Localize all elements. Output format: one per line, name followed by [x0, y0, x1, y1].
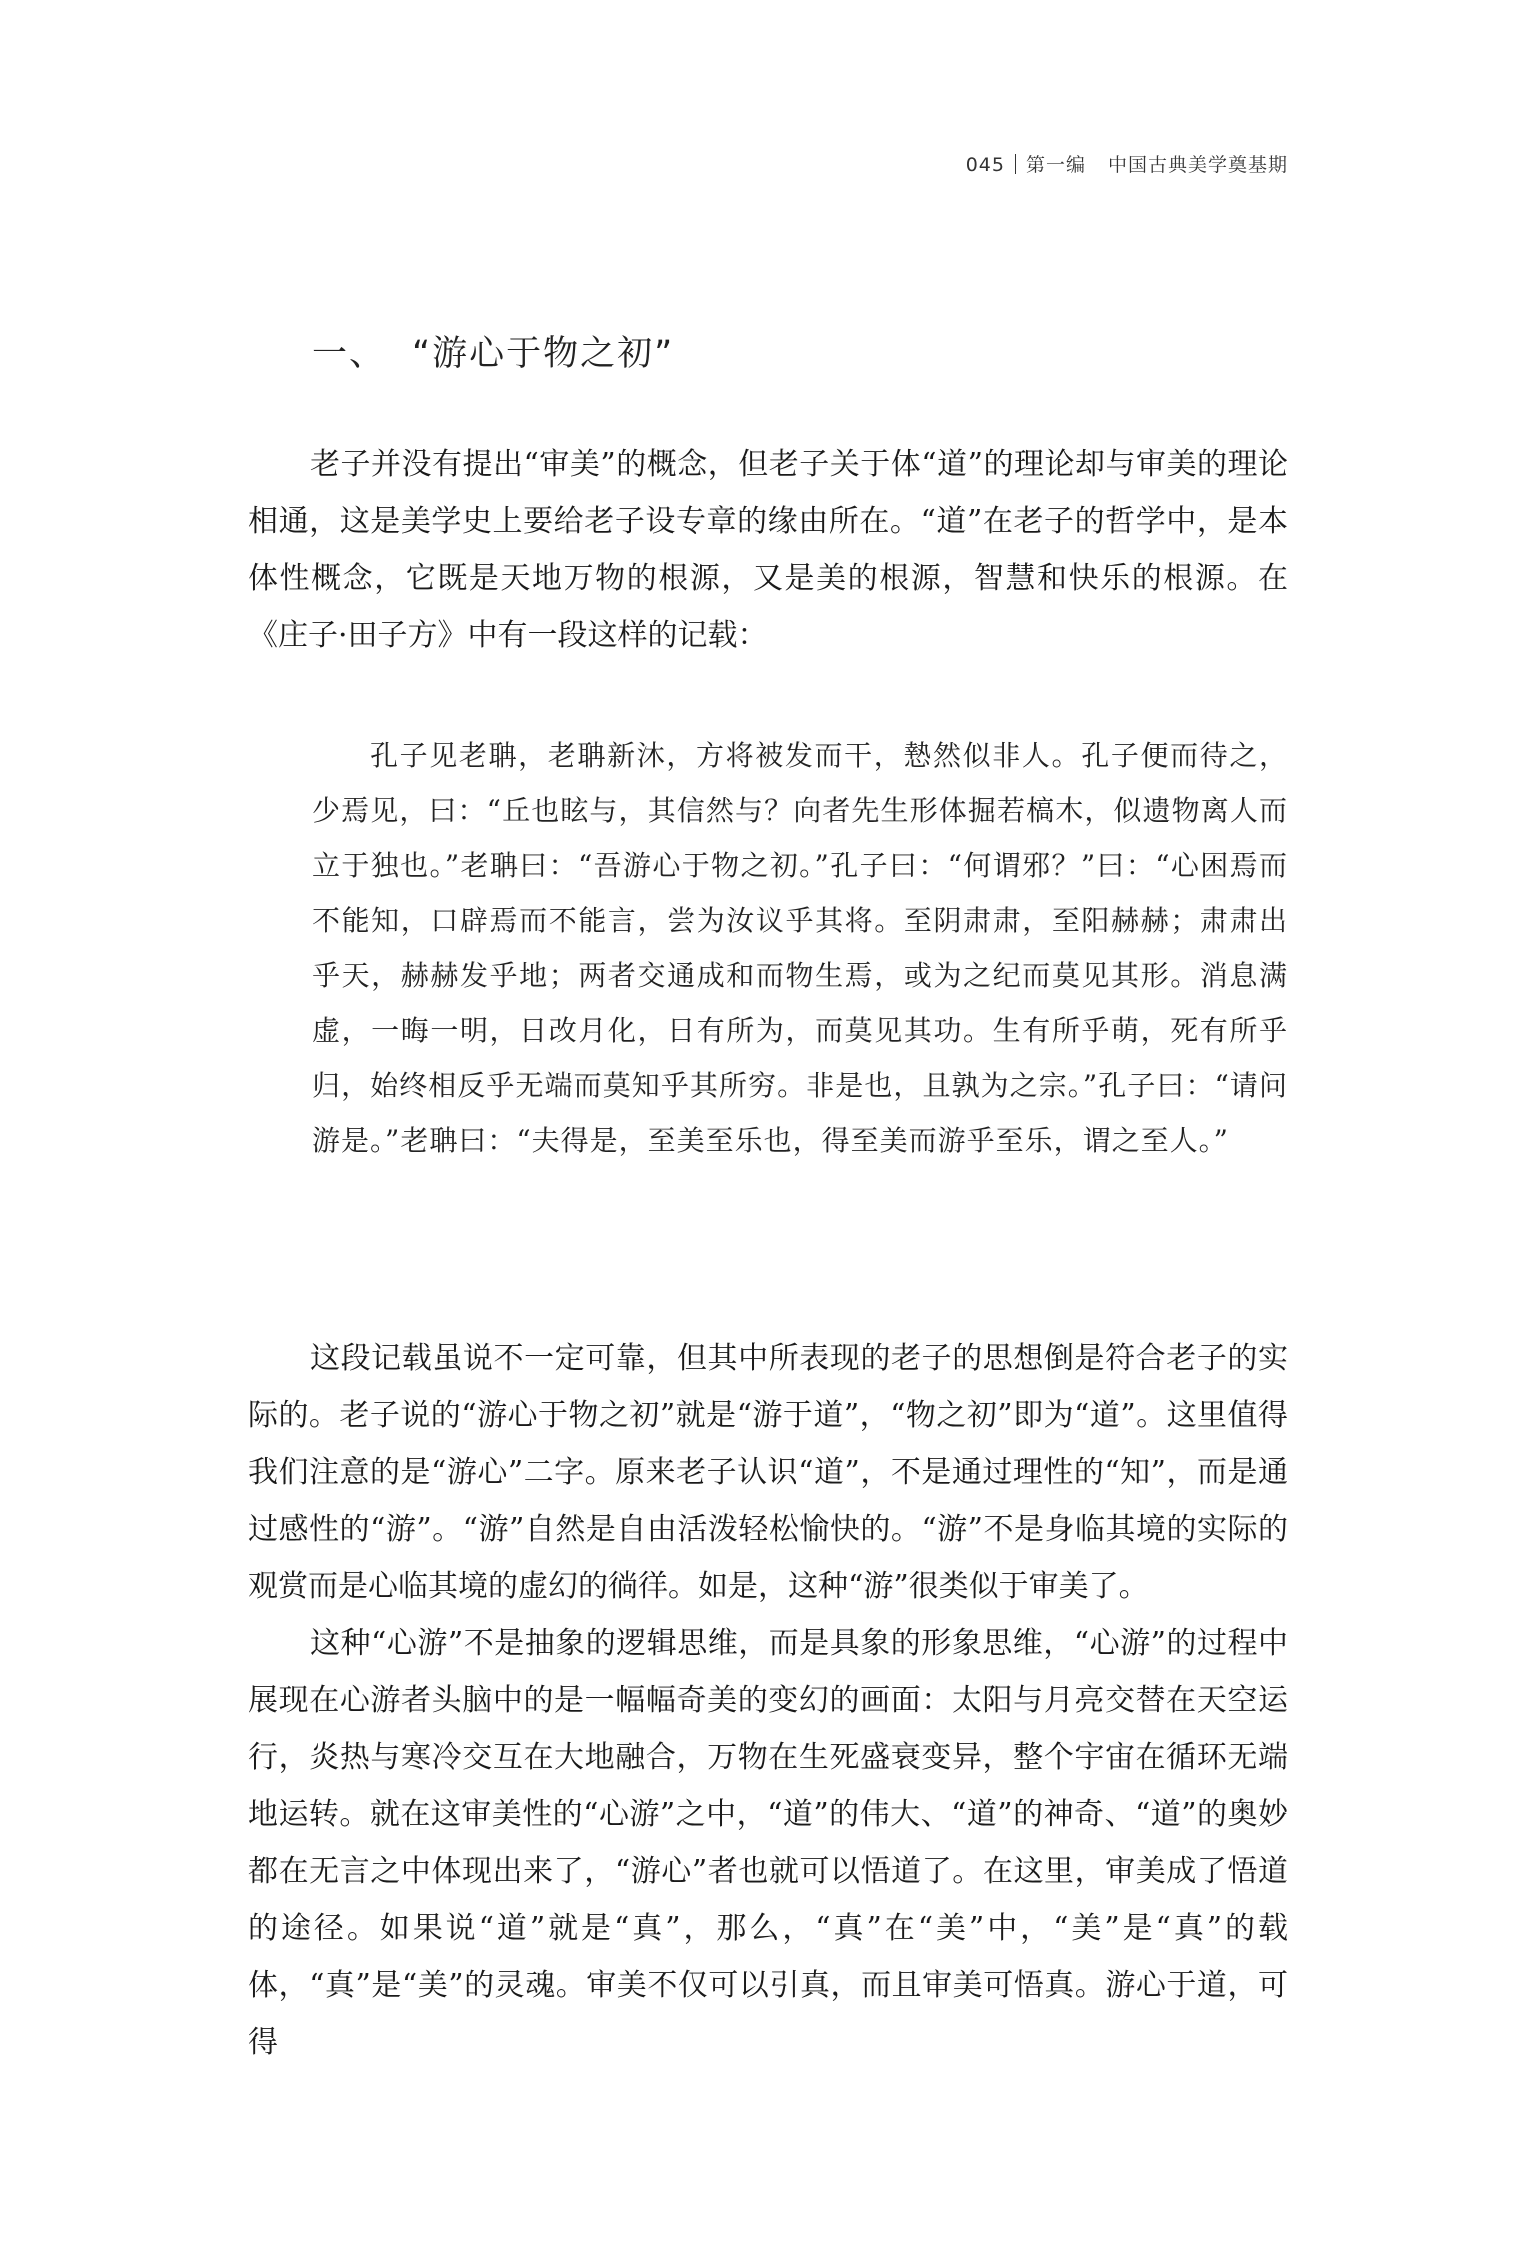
paragraph: 老子并没有提出“审美”的概念，但老子关于体“道”的理论却与审美的理论相通，这是美学史上要给老子设专章的缘由所在。“道”在老子的哲学中，是本体性概念，它既是天地万物的根源，又是美的根源，智慧和快乐的根源。在《庄子·田子方》中有一段这样的记载： — [248, 447, 1288, 653]
body-text — [248, 1330, 1288, 2071]
block-quote — [312, 728, 1288, 1168]
paragraph: 这种“心游”不是抽象的逻辑思维，而是具象的形象思维，“心游”的过程中展现在心游者头脑中的是一幅幅奇美的变幻的画面：太阳与月亮交替在天空运行，炎热与寒冷交互在大地融合，万物在生死盛衰变异，整个宇宙在循环无端地运转。就在这审美性的“心游”之中，“道”的伟大、“道”的神奇、“道”的奥妙都在无言之中体现出来了，“游心”者也就可以悟道了。在这里，审美成了悟道的途径。如果说“道”就是“真”，那么，“真”在“美”中，“美”是“真”的载体，“真”是“美”的灵魂。审美不仅可以引真，而且审美可悟真。游心于道，可得 — [248, 1626, 1288, 2060]
header-divider — [1015, 154, 1016, 174]
section-title: “游心于物之初” — [412, 334, 675, 374]
section-number: 一、 — [312, 334, 387, 374]
paragraph: 这段记载虽说不一定可靠，但其中所表现的老子的思想倒是符合老子的实际的。老子说的“游心于物之初”就是“游于道”，“物之初”即为“道”。这里值得我们注意的是“游心”二字。原来老子认识“道”，不是通过理性的“知”，而是通过感性的“游”。“游”自然是自由活泼轻松愉快的。“游”不是身临其境的实际的观赏而是心临其境的虚幻的徜徉。如是，这种“游”很类似于审美了。 — [248, 1341, 1288, 1604]
running-header — [966, 150, 1288, 177]
section-heading — [312, 326, 674, 376]
quote-text: 孔子见老聃，老聃新沐，方将被发而干，慹然似非人。孔子便而待之，少焉见，曰：“丘也眩与，其信然与？向者先生形体掘若槁木，似遗物离人而立于独也。”老聃曰：“吾游心于物之初。”孔子曰：“何谓邪？”曰：“心困焉而不能知，口辟焉而不能言，尝为汝议乎其将。至阴肃肃，至阳赫赫；肃肃出乎天，赫赫发乎地；两者交通成和而物生焉，或为之纪而莫见其形。消息满虚，一晦一明，日改月化，日有所为，而莫见其功。生有所乎萌，死有所乎归，始终相反乎无端而莫知乎其所穷。非是也，且孰为之宗。”孔子曰：“请问游是。”老聃曰：“夫得是，至美至乐也，得至美而游乎至乐，谓之至人。” — [312, 739, 1288, 1157]
part-label: 第一编 — [1025, 154, 1086, 176]
chapter-title: 中国古典美学奠基期 — [1107, 154, 1288, 176]
intro-text — [248, 436, 1288, 664]
page-number: 045 — [965, 154, 1005, 176]
